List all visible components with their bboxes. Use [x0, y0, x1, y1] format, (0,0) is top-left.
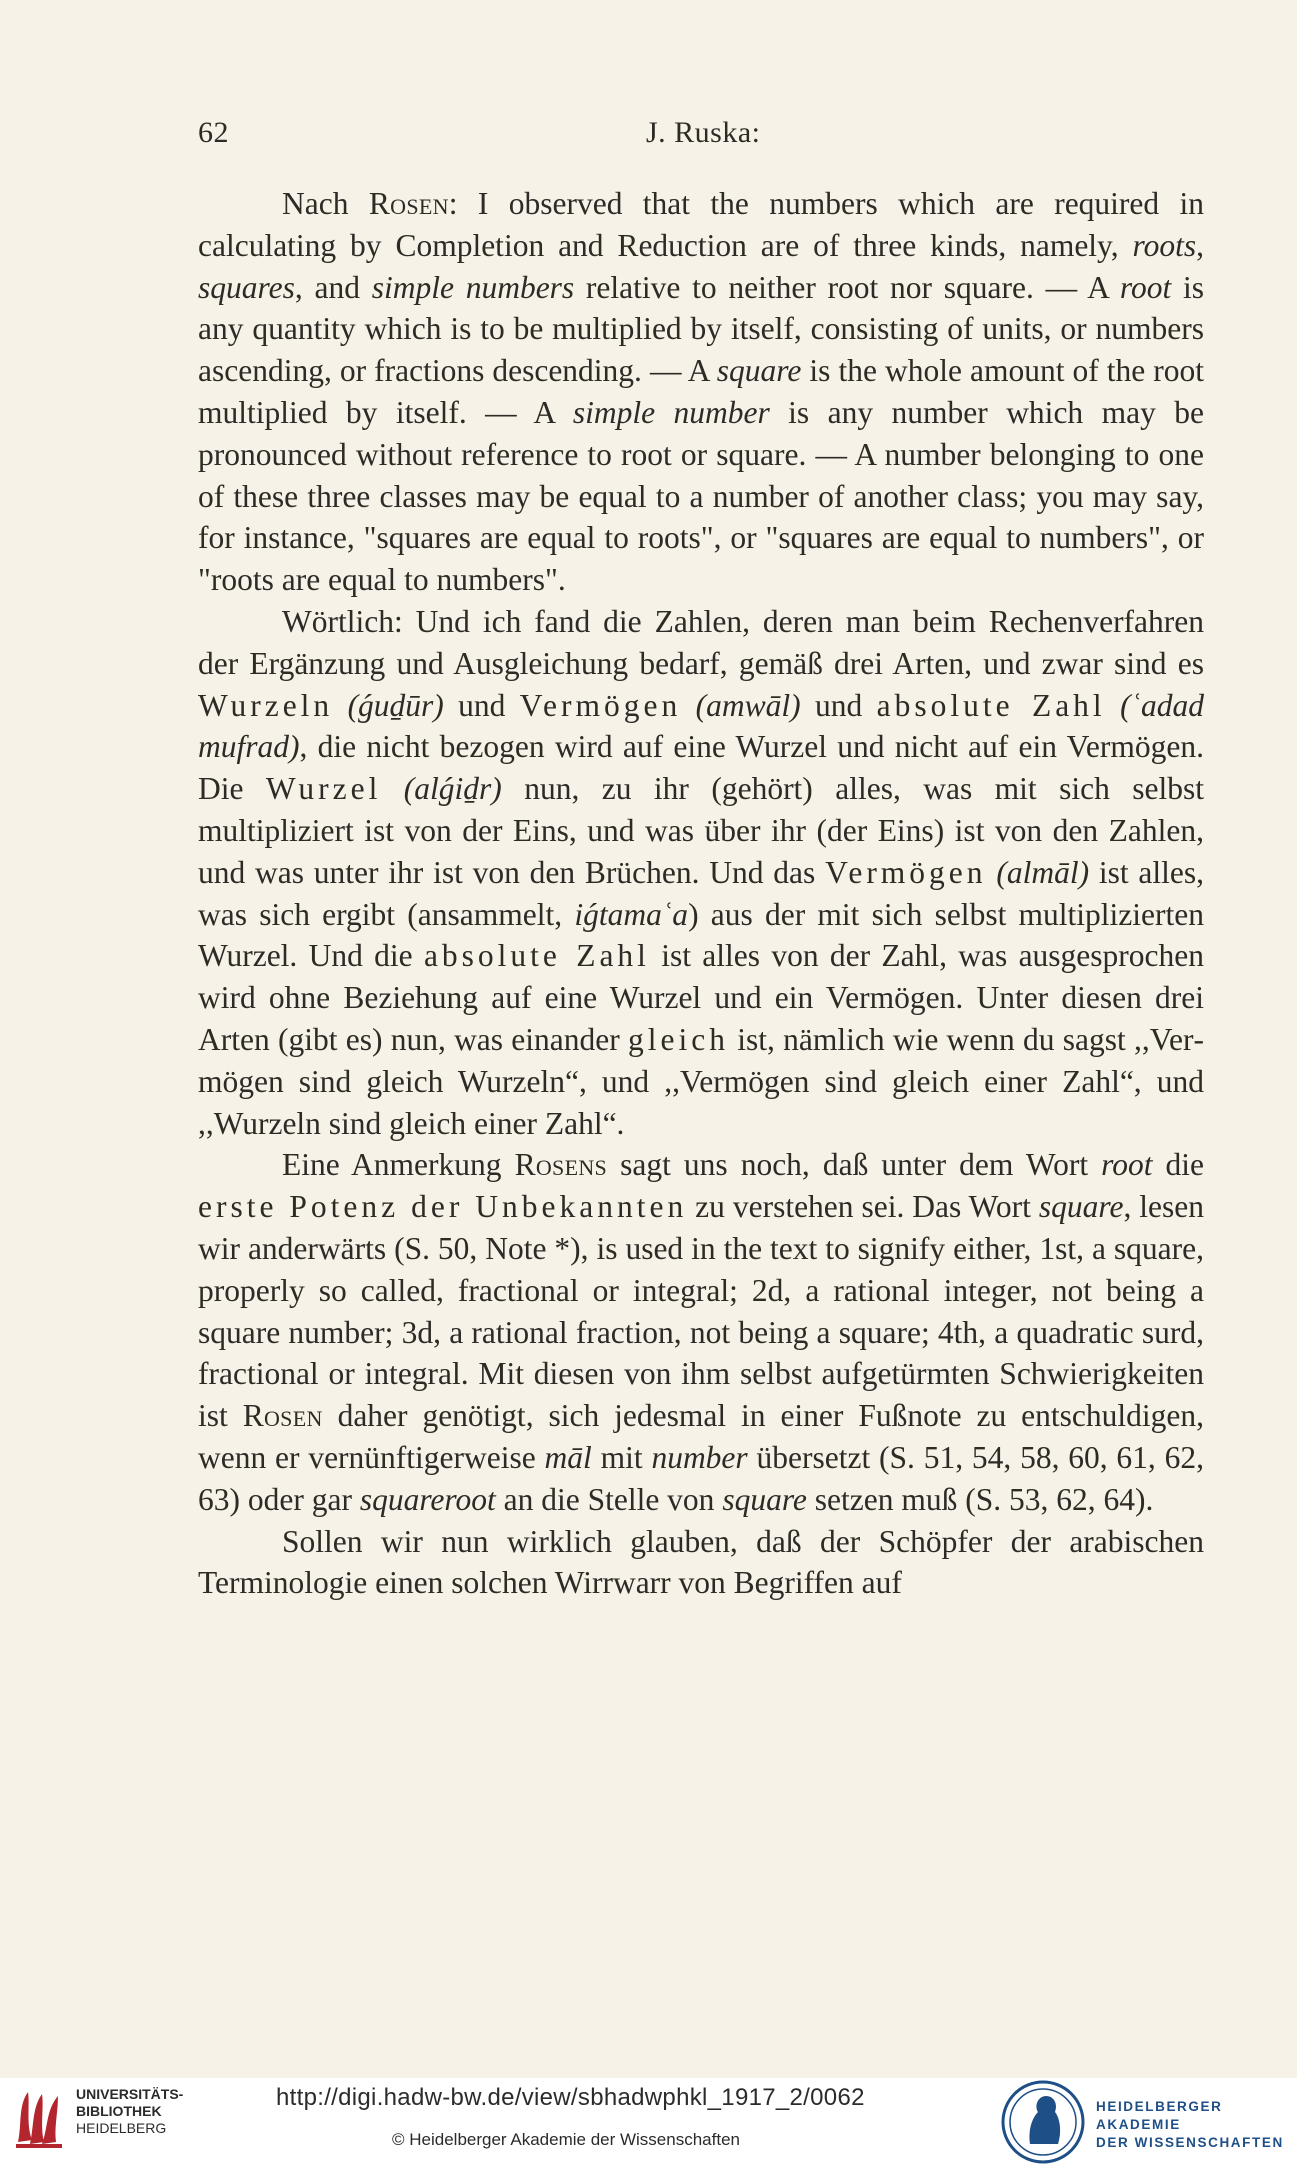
text-run — [381, 771, 403, 806]
spaced-term: Vermögen — [519, 687, 682, 723]
page-number: 62 — [198, 116, 229, 149]
text-run: , die nicht bezogen wird auf eine Wurzel und nicht auf ein Vermögen. Die — [198, 729, 1204, 807]
italic-term: (alǵiḏr) — [403, 771, 502, 807]
italic-term: square — [1038, 1189, 1124, 1225]
author-name: Rosen — [242, 1398, 323, 1434]
text-run: und — [800, 687, 877, 723]
italic-term: simple number — [572, 394, 770, 430]
text-run — [987, 855, 997, 890]
text-run: ist alles, was sich ergibt (ansammelt, — [198, 854, 1204, 932]
university-library-name — [76, 2086, 183, 2137]
text-run: nun, zu ihr (gehört) alles, was mit sich selbst multipliziert ist von der Eins, und was über ihr (der Eins) ist von den Zahlen, und was unter ihr ist von den Brüchen. Und das — [198, 771, 1205, 890]
italic-term: (almāl) — [996, 854, 1090, 890]
text-run: : I observed that the numbers which are required in calculating by Completion and Reduction are of three kinds, namely, — [198, 186, 1205, 263]
italic-term: squares — [198, 269, 295, 305]
copyright-notice: © Heidelberger Akademie der Wissenschaften — [392, 2130, 740, 2149]
spaced-term: absolute Zahl — [423, 938, 650, 974]
spaced-term: gleich — [628, 1021, 729, 1057]
text-run: is any number which may be pronounced without reference to root or square. — A number belonging to one of these three classes may be equal to a number of another class; you may say, for instance, "squares are equal to roots", or "squares are equal to numbers", or "roots are equal to numbers". — [198, 394, 1205, 598]
spaced-term: erste Potenz der Unbekannten — [198, 1189, 688, 1225]
text-run: mit — [591, 1439, 652, 1475]
text-run: daher genötigt, sich jedesmal in einer Fußnote zu entschuldigen, wenn er vernünftigerweise — [198, 1398, 1204, 1475]
page-header — [198, 116, 1204, 156]
italic-term: square — [716, 353, 802, 389]
text-run: Sollen wir nun wirklich glauben, daß der Schöpfer der arabischen Terminologie einen solchen Wirrwarr von Begriffen auf — [198, 1523, 1204, 1601]
author-name: Rosens — [514, 1147, 608, 1183]
italic-term: number — [651, 1439, 748, 1475]
text-run: is any quantity which is to be multiplied by itself, consisting of units, or numbers ascending, or fractions descending. — A — [198, 269, 1204, 389]
italic-term: (ǵuḏūr) — [347, 687, 444, 723]
text-run: , — [1196, 227, 1204, 263]
italic-term: māl — [544, 1439, 592, 1475]
text-run — [333, 688, 347, 723]
text-run: setzen muß (S. 53, 62, 64). — [806, 1481, 1154, 1517]
italic-term: simple numbers — [371, 269, 575, 305]
text-run: ist, nämlich wie wenn du sagst ,,Vermögen sind gleich Wurzeln“, und ,,Vermögen sind gleich einer Zahl“, und ,,Wurzeln sind gleich einer Zahl“. — [198, 1021, 1205, 1141]
text-run: ist alles von der Zahl, was ausgesprochen wird ohne Beziehung auf eine Wurzel und ein Vermögen. Unter diesen drei Arten (gibt es) nun, was einander — [198, 938, 1205, 1057]
text-run: relative to neither root nor square. — A — [574, 269, 1120, 305]
academy-name-line: HEIDELBERGER AKADEMIE — [1096, 2099, 1223, 2132]
italic-term: root — [1101, 1147, 1153, 1183]
text-run: zu verstehen sei. Das Wort — [687, 1189, 1039, 1225]
academy-seal-icon — [1000, 2078, 1086, 2166]
library-name-line: BIBLIOTHEK — [76, 2103, 162, 2119]
body-text — [198, 183, 1204, 1604]
text-run: Nach — [282, 186, 369, 221]
paragraph-4 — [198, 1521, 1204, 1605]
permalink-url[interactable]: http://digi.hadw-bw.de/view/sbhadwphkl_1917_2/0062 — [276, 2084, 865, 2111]
paragraph-1 — [198, 183, 1204, 601]
text-run: übersetzt (S. 51, 54, 58, 60, 61, 62, 63) oder gar — [198, 1439, 1204, 1517]
italic-term: root — [1119, 269, 1172, 305]
italic-term: square — [722, 1481, 807, 1517]
italic-term: roots — [1132, 227, 1197, 263]
italic-term: squareroot — [359, 1481, 496, 1517]
text-run: und — [443, 687, 520, 723]
text-run — [1106, 688, 1120, 723]
text-run: ) aus der mit sich selbst multiplizierten Wurzel. Und die — [198, 896, 1204, 974]
academy-name-line: DER WISSENSCHAFTEN — [1096, 2135, 1284, 2150]
academy-name — [1096, 2098, 1297, 2152]
text-run: an die Stelle von — [495, 1481, 723, 1517]
university-library-logo-icon — [12, 2084, 66, 2152]
author-name: Rosen — [368, 186, 449, 221]
paragraph-3 — [198, 1144, 1204, 1520]
paragraph-2 — [198, 601, 1204, 1144]
text-run: die — [1152, 1147, 1204, 1183]
library-name-line: HEIDELBERG — [76, 2120, 167, 2136]
library-name-line: UNIVERSITÄTS- — [76, 2086, 184, 2102]
italic-term: iǵtamaʿa — [574, 896, 689, 932]
text-run: sagt uns noch, daß unter dem Wort — [607, 1147, 1102, 1183]
text-run: , and — [294, 269, 372, 305]
text-run: Wörtlich: Und ich fand die Zahlen, deren man beim Rechenverfahren der Ergänzung und Ausgleichung bedarf, gemäß drei Arten, und zwar sind es — [198, 603, 1204, 681]
text-run — [681, 688, 695, 723]
spaced-term: Vermögen — [825, 854, 987, 890]
italic-term: (amwāl) — [695, 687, 801, 723]
viewer-footer — [0, 2078, 1297, 2174]
spaced-term: Wurzel — [265, 771, 382, 807]
running-head: J. Ruska: — [646, 116, 761, 149]
text-run: is the whole amount of the root multiplied by itself. — A — [198, 353, 1204, 430]
text-run: , lesen wir anderwärts (S. 50, Note *), is used in the text to signify either, 1st, a square, properly so called, fractional or integral; 2d, a rational integer, not being a square number; 3d, a rational fraction, not being a square; 4th, a quadratic surd, fractional or integral. Mit diesen von ihm selbst aufgetürmten Schwierigkeiten ist — [198, 1189, 1204, 1434]
italic-term: (ʿadad mufrad) — [198, 687, 1205, 765]
spaced-term: Wurzeln — [198, 687, 334, 723]
spaced-term: absolute Zahl — [876, 687, 1106, 723]
text-run: Eine Anmerkung — [282, 1147, 515, 1183]
